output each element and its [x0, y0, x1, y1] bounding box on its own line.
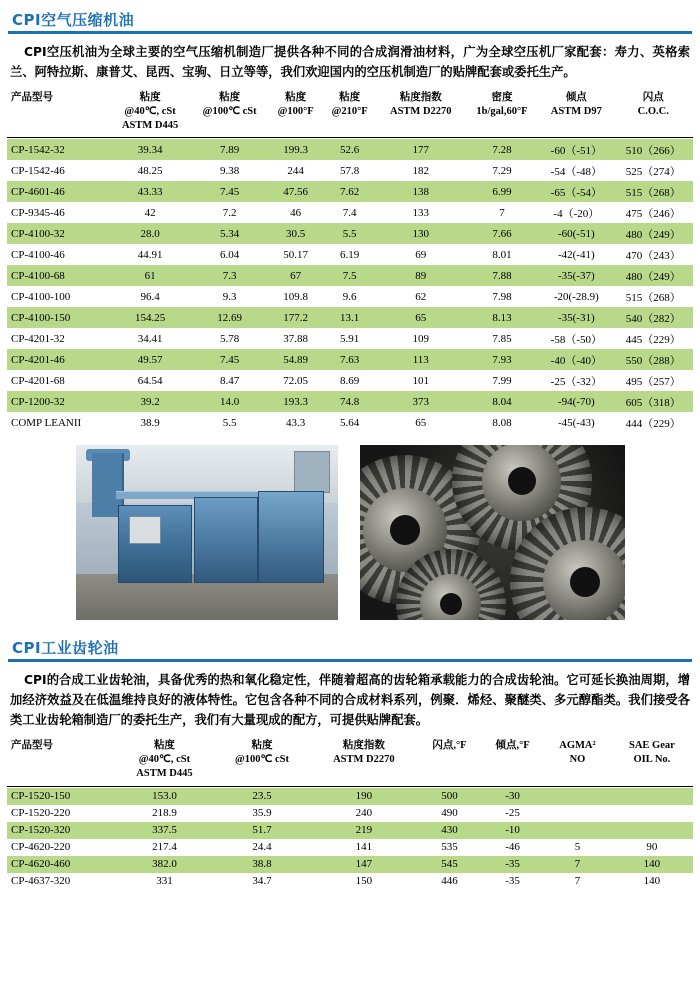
cell-value: 89: [377, 265, 465, 286]
cell-value: 515（268）: [614, 181, 693, 202]
cell-value: 141: [310, 839, 418, 856]
cell-value: 54.89: [269, 349, 323, 370]
cell-value: 133: [377, 202, 465, 223]
column-header: 粘度 @210°F: [331, 91, 368, 117]
cell-product: CP-1520-320: [7, 822, 115, 839]
cell-value: 8.04: [465, 391, 539, 412]
cell-value: 65: [377, 307, 465, 328]
cell-value: 605（318）: [614, 391, 693, 412]
cell-product: CP-4100-150: [7, 307, 110, 328]
cell-value: 382.0: [115, 856, 214, 873]
cell-value: 8.01: [465, 244, 539, 265]
column-header: 闪点,°F: [432, 740, 467, 752]
cell-value: 130: [377, 223, 465, 244]
table-row: [7, 307, 693, 328]
cell-value: 337.5: [115, 822, 214, 839]
cell-value: 48.25: [110, 160, 191, 181]
section-heading-gear-oil: [8, 638, 692, 662]
photo-row: [0, 445, 700, 620]
cell-value: 90: [611, 839, 693, 856]
column-header: 粘度指数 ASTM D2270: [333, 740, 395, 766]
cell-value: 34.41: [110, 328, 191, 349]
column-header: 密度 1b/gal,60°F: [476, 91, 528, 117]
cell-value: 38.8: [214, 856, 310, 873]
cell-value: 7.63: [323, 349, 377, 370]
column-header: 粘度指数 ASTM D2270: [389, 91, 452, 117]
cell-value: 12.69: [191, 307, 269, 328]
table-row: [7, 265, 693, 286]
cell-value: 525（274）: [614, 160, 693, 181]
cell-value: 8.47: [191, 370, 269, 391]
cell-value: [544, 788, 611, 805]
cell-value: 5: [544, 839, 611, 856]
cell-value: 470（243）: [614, 244, 693, 265]
cell-value: 74.8: [323, 391, 377, 412]
table-row: [7, 202, 693, 223]
cell-value: -60(-51): [539, 223, 613, 244]
cell-value: 7.4: [323, 202, 377, 223]
cell-value: -35(-37): [539, 265, 613, 286]
table-row: [7, 349, 693, 370]
cell-value: 7.85: [465, 328, 539, 349]
cell-value: 7.29: [465, 160, 539, 181]
cell-value: 218.9: [115, 805, 214, 822]
cell-value: 7.88: [465, 265, 539, 286]
cell-value: -35: [481, 856, 544, 873]
photo-compressor-unit: [194, 497, 258, 583]
cell-value: 72.05: [269, 370, 323, 391]
table-row: [7, 873, 693, 890]
column-header: 产品型号: [11, 740, 53, 752]
cell-value: 373: [377, 391, 465, 412]
cell-value: 154.25: [110, 307, 191, 328]
cell-value: 199.3: [269, 139, 323, 160]
header-row: [7, 89, 693, 138]
cell-product: CP-1200-32: [7, 391, 110, 412]
table-row: [7, 822, 693, 839]
column-header: 粘度 @100°F: [277, 91, 314, 117]
cell-value: 65: [377, 412, 465, 433]
cell-value: 24.4: [214, 839, 310, 856]
cell-value: [611, 805, 693, 822]
cell-value: 51.7: [214, 822, 310, 839]
cell-value: 140: [611, 873, 693, 890]
table-head: [7, 89, 693, 140]
cell-product: CP-9345-46: [7, 202, 110, 223]
cell-product: CP-4100-32: [7, 223, 110, 244]
cell-value: 510（266）: [614, 139, 693, 160]
cell-value: 540（282）: [614, 307, 693, 328]
cell-value: [544, 805, 611, 822]
cell-value: 147: [310, 856, 418, 873]
cell-value: 67: [269, 265, 323, 286]
cell-value: 8.08: [465, 412, 539, 433]
table-row: [7, 160, 693, 181]
cell-value: 7.3: [191, 265, 269, 286]
cell-value: 23.5: [214, 788, 310, 805]
cell-value: 9.3: [191, 286, 269, 307]
cell-value: -30: [481, 788, 544, 805]
cell-value: [611, 788, 693, 805]
cell-value: -65（-54）: [539, 181, 613, 202]
cell-value: 444（229）: [614, 412, 693, 433]
cell-value: 177.2: [269, 307, 323, 328]
cell-value: -25（-32）: [539, 370, 613, 391]
cell-value: 6.19: [323, 244, 377, 265]
cell-value: 446: [418, 873, 481, 890]
cell-product: CP-1520-150: [7, 788, 115, 805]
cell-value: 34.7: [214, 873, 310, 890]
cell-value: 5.34: [191, 223, 269, 244]
cell-value: 39.34: [110, 139, 191, 160]
cell-value: 6.99: [465, 181, 539, 202]
column-header: 产品型号: [11, 91, 53, 103]
cell-value: -10: [481, 822, 544, 839]
cell-value: 47.56: [269, 181, 323, 202]
cell-value: 5.64: [323, 412, 377, 433]
cell-value: 545: [418, 856, 481, 873]
cell-value: -4（-20）: [539, 202, 613, 223]
section-title: CPI空气压缩机油: [12, 11, 135, 29]
cell-value: 5.5: [323, 223, 377, 244]
cell-product: CP-4601-46: [7, 181, 110, 202]
column-header: SAE Gear OIL No.: [629, 740, 675, 766]
cell-product: CP-1542-32: [7, 139, 110, 160]
table-row: [7, 788, 693, 805]
compressor-oil-spec-table: [7, 89, 693, 434]
cell-value: -60（-51）: [539, 139, 613, 160]
table-row: [7, 181, 693, 202]
cell-value: 7.45: [191, 349, 269, 370]
cell-value: [611, 822, 693, 839]
cell-value: 495（257）: [614, 370, 693, 391]
air-compressor-plant-photo: [76, 445, 338, 620]
column-header: 闪点 C.O.C.: [637, 91, 669, 117]
cell-value: 550（288）: [614, 349, 693, 370]
table-row: [7, 244, 693, 265]
section-intro-paragraph: CPI空压机油为全球主要的空气压缩机制造厂提供各种不同的合成润滑油材料，广为全球空压机厂家配套：寿力、英格索兰、阿特拉斯、康普艾、昆西、宝驹、日立等等，我们欢迎国内的空压机制造厂的贴牌配套或委托生产。: [10, 45, 690, 79]
gear-oil-spec-table: [7, 737, 693, 890]
column-header: 倾点,°F: [495, 740, 530, 752]
cell-value: 8.13: [465, 307, 539, 328]
cell-value: 7: [544, 856, 611, 873]
cell-value: 101: [377, 370, 465, 391]
cell-value: -40（-40）: [539, 349, 613, 370]
cell-value: 113: [377, 349, 465, 370]
cell-value: 150: [310, 873, 418, 890]
cell-value: 37.88: [269, 328, 323, 349]
cell-product: CP-4201-68: [7, 370, 110, 391]
photo-vent: [294, 451, 330, 493]
cell-value: 64.54: [110, 370, 191, 391]
cell-value: 331: [115, 873, 214, 890]
cell-value: 515（268）: [614, 286, 693, 307]
header-row: [7, 737, 693, 786]
cell-value: 14.0: [191, 391, 269, 412]
section-heading-compressor-oil: [8, 10, 692, 34]
cell-value: 62: [377, 286, 465, 307]
cell-value: 69: [377, 244, 465, 265]
cell-value: 182: [377, 160, 465, 181]
cell-value: -20(-28.9): [539, 286, 613, 307]
cell-value: -35: [481, 873, 544, 890]
cell-product: CP-4100-100: [7, 286, 110, 307]
cell-value: -25: [481, 805, 544, 822]
cell-value: 57.8: [323, 160, 377, 181]
cell-value: 43.33: [110, 181, 191, 202]
cell-value: 140: [611, 856, 693, 873]
cell-value: 500: [418, 788, 481, 805]
cell-value: 96.4: [110, 286, 191, 307]
photo-control-panel: [129, 516, 161, 544]
cell-value: 535: [418, 839, 481, 856]
cell-value: 480（249）: [614, 223, 693, 244]
cell-value: 7.28: [465, 139, 539, 160]
table-row: [7, 223, 693, 244]
cell-product: CP-1542-46: [7, 160, 110, 181]
cell-value: 7.99: [465, 370, 539, 391]
cell-value: 7: [465, 202, 539, 223]
table-row: [7, 839, 693, 856]
cell-value: 7.45: [191, 181, 269, 202]
cell-product: CP-4100-46: [7, 244, 110, 265]
table-row: [7, 328, 693, 349]
cell-value: 43.3: [269, 412, 323, 433]
cell-value: 42: [110, 202, 191, 223]
cell-value: 35.9: [214, 805, 310, 822]
cell-value: 5.91: [323, 328, 377, 349]
cell-value: 46: [269, 202, 323, 223]
cell-value: 44.91: [110, 244, 191, 265]
section-title: CPI工业齿轮油: [12, 639, 119, 658]
cell-value: 244: [269, 160, 323, 181]
photo-compressor-unit: [258, 491, 324, 583]
cell-value: 7.2: [191, 202, 269, 223]
table-row: [7, 412, 693, 433]
cell-product: CP-1520-220: [7, 805, 115, 822]
cell-value: 480（249）: [614, 265, 693, 286]
cell-value: 193.3: [269, 391, 323, 412]
cell-value: 28.0: [110, 223, 191, 244]
cell-value: 177: [377, 139, 465, 160]
column-header: 倾点 ASTM D97: [550, 91, 602, 117]
cell-value: -54（-48）: [539, 160, 613, 181]
cell-value: 52.6: [323, 139, 377, 160]
column-header: 粘度 @40℃, cSt ASTM D445: [121, 91, 179, 132]
cell-value: 7.66: [465, 223, 539, 244]
column-header: AGMA² NO: [559, 740, 596, 766]
column-header: 粘度 @40℃, cSt ASTM D445: [136, 740, 193, 780]
cell-value: 5.5: [191, 412, 269, 433]
cell-value: 7.89: [191, 139, 269, 160]
cell-value: 49.57: [110, 349, 191, 370]
cell-value: 9.6: [323, 286, 377, 307]
cell-product: CP-4201-32: [7, 328, 110, 349]
table-row: [7, 856, 693, 873]
cell-value: 138: [377, 181, 465, 202]
table-row: [7, 370, 693, 391]
table-body: [7, 139, 693, 433]
cell-value: 109: [377, 328, 465, 349]
table-row: [7, 805, 693, 822]
cell-value: 7.62: [323, 181, 377, 202]
cell-product: COMP LEANII: [7, 412, 110, 433]
cell-value: 7.98: [465, 286, 539, 307]
cell-value: -42(-41): [539, 244, 613, 265]
cell-value: 5.78: [191, 328, 269, 349]
cell-value: 240: [310, 805, 418, 822]
cell-value: 219: [310, 822, 418, 839]
cell-product: CP-4620-220: [7, 839, 115, 856]
cell-value: 38.9: [110, 412, 191, 433]
table-row: [7, 391, 693, 412]
cell-value: 190: [310, 788, 418, 805]
cell-product: CP-4637-320: [7, 873, 115, 890]
section-intro-paragraph: CPI的合成工业齿轮油，具备优秀的热和氧化稳定性，伴随着超高的齿轮箱承载能力的合成齿轮油。它可延长换油周期，增加经济效益及在低温维持良好的液体特性。它包含各种不同的合成材料系列，例聚．烯烃、聚醚类、多元醇酯类。我们接受各类工业齿轮箱制造厂的委托生产，我们有大量现成的配方，可提供贴牌配套。: [10, 673, 690, 728]
cell-value: 217.4: [115, 839, 214, 856]
column-header: 粘度 @100℃ cSt: [202, 91, 257, 117]
table-body: [7, 788, 693, 890]
cell-value: -58（-50）: [539, 328, 613, 349]
cell-value: 13.1: [323, 307, 377, 328]
cell-product: CP-4201-46: [7, 349, 110, 370]
cell-value: 475（246）: [614, 202, 693, 223]
cell-value: 9.38: [191, 160, 269, 181]
cell-value: [544, 822, 611, 839]
cell-value: -94(-70): [539, 391, 613, 412]
cell-value: 7.5: [323, 265, 377, 286]
table-row: [7, 139, 693, 160]
cell-value: 109.8: [269, 286, 323, 307]
cell-value: 445（229）: [614, 328, 693, 349]
cell-value: 8.69: [323, 370, 377, 391]
cell-value: 490: [418, 805, 481, 822]
cell-value: 30.5: [269, 223, 323, 244]
cell-value: 50.17: [269, 244, 323, 265]
photo-compressor-unit: [118, 505, 192, 583]
table-row: [7, 286, 693, 307]
cell-value: -35(-31): [539, 307, 613, 328]
cell-value: 430: [418, 822, 481, 839]
section-underline: [8, 659, 692, 662]
cell-value: 6.04: [191, 244, 269, 265]
cell-value: 7.93: [465, 349, 539, 370]
cell-product: CP-4100-68: [7, 265, 110, 286]
industrial-gears-photo: [360, 445, 625, 620]
table-head: [7, 737, 693, 788]
cell-value: -46: [481, 839, 544, 856]
column-header: 粘度 @100℃ cSt: [235, 740, 289, 766]
cell-value: 153.0: [115, 788, 214, 805]
cell-product: CP-4620-460: [7, 856, 115, 873]
cell-value: -45(-43): [539, 412, 613, 433]
section-underline: [8, 31, 692, 34]
cell-value: 61: [110, 265, 191, 286]
cell-value: 7: [544, 873, 611, 890]
cell-value: 39.2: [110, 391, 191, 412]
